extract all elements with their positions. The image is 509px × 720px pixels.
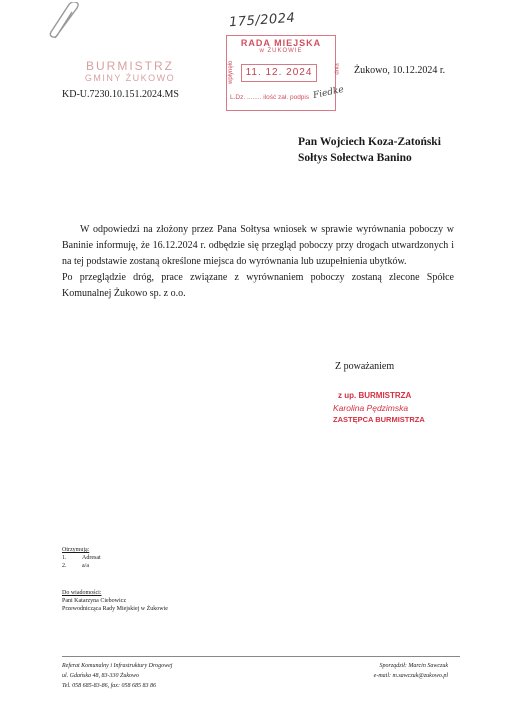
list-item-number: 2. bbox=[62, 563, 67, 569]
for-info-line1: Pani Katarzyna Ciebowicz bbox=[62, 598, 126, 604]
receipt-stamp-right-label: dnia bbox=[334, 63, 341, 75]
for-info-line2: Przewodnicząca Rady Miejskiej w Żukowie bbox=[62, 606, 168, 612]
closing: Z poważaniem bbox=[335, 361, 395, 372]
signature-stamp bbox=[333, 391, 443, 424]
list-item bbox=[62, 554, 101, 562]
footer-right bbox=[340, 661, 448, 681]
receipt-stamp-date: 11. 12. 2024 bbox=[241, 64, 317, 82]
footer-phone: Tel. 058 685-83-86, fax: 058 685 83 86 bbox=[62, 683, 156, 689]
recipients-list bbox=[62, 546, 101, 570]
receipt-stamp-ldz: L.Dz. ........ ilość zał. podpis bbox=[230, 94, 310, 101]
recipient-name: Pan Wojciech Koza-Zatoński bbox=[298, 136, 441, 148]
signature-line3: ZASTĘPCA BURMISTRZA bbox=[333, 415, 425, 424]
for-info-block bbox=[62, 589, 168, 613]
handwritten-number: 175/2024 bbox=[228, 10, 296, 31]
recipient-title: Sołtys Sołectwa Banino bbox=[298, 152, 412, 164]
receipt-stamp-title: RADA MIEJSKA bbox=[240, 38, 322, 48]
footer-prepared: Sporządził: Marcin Sawczuk bbox=[379, 663, 448, 669]
list-item-name: a/a bbox=[82, 563, 89, 569]
receipt-stamp-initials: Fiedke bbox=[312, 84, 345, 102]
footer-left bbox=[62, 661, 172, 691]
reference-number: KD-U.7230.10.151.2024.MS bbox=[62, 89, 179, 100]
letter-body bbox=[62, 222, 454, 302]
paper-clip-icon bbox=[47, 2, 83, 42]
list-item-number: 1. bbox=[62, 555, 67, 561]
issuer-stamp-line2: GMINY ŻUKOWO bbox=[84, 73, 176, 83]
recipient-block bbox=[298, 134, 441, 166]
signature-line2: Karolina Pędzimska bbox=[333, 403, 409, 413]
footer-email: e-mail: m.sawczuk@zukowo.pl bbox=[373, 673, 448, 679]
list-item-name: Adresat bbox=[82, 555, 101, 561]
issuer-stamp bbox=[80, 59, 180, 83]
receipt-stamp bbox=[226, 35, 345, 111]
signature-line1: z up. BURMISTRZA bbox=[338, 391, 412, 400]
list-item bbox=[62, 562, 101, 570]
receipt-stamp-left-label: wpłynęło bbox=[228, 60, 234, 84]
recipients-heading: Otrzymują: bbox=[62, 547, 90, 553]
issuer-stamp-line1: BURMISTRZ bbox=[86, 59, 174, 73]
for-info-heading: Do wiadomości: bbox=[62, 590, 102, 596]
place-date: Żukowo, 10.12.2024 r. bbox=[354, 65, 446, 76]
receipt-stamp-subtitle: w ŻUKOWIE bbox=[259, 48, 303, 54]
footer-address: ul. Gdańska 48, 83-330 Żukowo bbox=[62, 673, 139, 679]
body-paragraph-1: W odpowiedzi na złożony przez Pana Sołtysa wniosek w sprawie wyrównania poboczy w Baninie informuję, że 16.12.2024 r. odbędzie się przegląd poboczy przy drogach utwardzonych i na tej podstawie zostaną określone miejsca do wyrównania lub uzupełnienia ubytków. bbox=[62, 224, 454, 267]
body-paragraph-2: Po przeglądzie dróg, prace związane z wyrównaniem poboczy zostaną zlecone Spółce Komunalnej Żukowo sp. z o.o. bbox=[62, 272, 454, 299]
footer-dept: Referat Komunalny i Infrastruktury Drogowej bbox=[62, 663, 173, 669]
footer-divider bbox=[62, 656, 460, 657]
